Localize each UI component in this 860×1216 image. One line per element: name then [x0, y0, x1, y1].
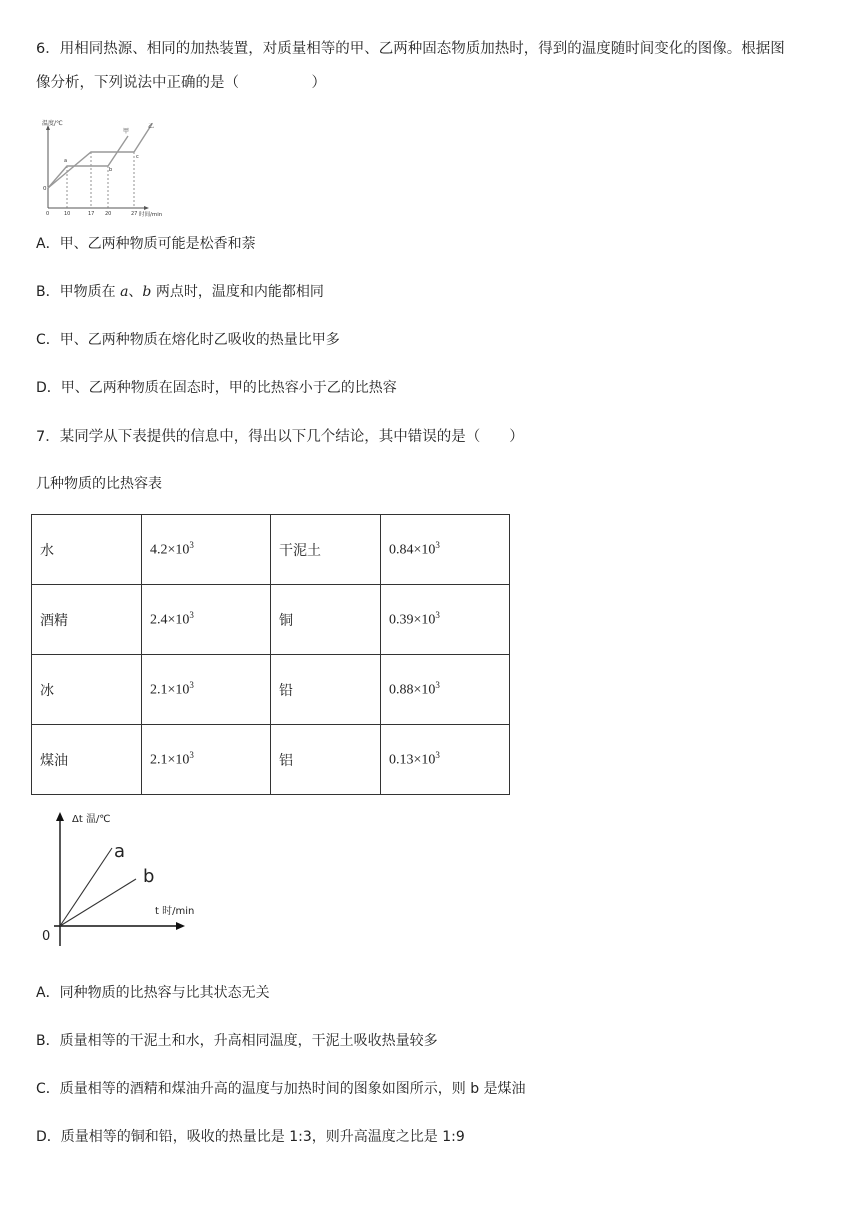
q6-point-a-label: a: [64, 158, 68, 164]
q6-option-b-mid: 、: [128, 284, 143, 300]
q6-xtick-10: 10: [64, 211, 71, 217]
q6-series-yi-label: 乙: [148, 123, 155, 130]
q6-stem-line2: 像分析，下列说法中正确的是（ ）: [36, 75, 326, 91]
specific-heat-table: [31, 514, 510, 795]
q7-option-b: B．质量相等的干泥土和水，升高相同温度，干泥土吸收热量较多: [36, 1033, 438, 1049]
q6-option-d: D．甲、乙两种物质在固态时，甲的比热容小于乙的比热容: [36, 380, 397, 396]
q6-option-b-post: 两点时，温度和内能都相同: [151, 284, 324, 300]
table-cell-substance: 冰: [32, 655, 142, 725]
q6-graph-ylabel: 温度/℃: [42, 120, 63, 127]
table-cell-value: $0.88\times 10^3$: [381, 655, 510, 725]
q6-option-c: C．甲、乙两种物质在熔化时乙吸收的热量比甲多: [36, 332, 340, 348]
q6-option-a: A．甲、乙两种物质可能是松香和萘: [36, 236, 256, 252]
q7-series-b-label: b: [143, 866, 155, 887]
q7-graph-xlabel: t 时/min: [155, 906, 195, 917]
q6-option-b-pre: B．甲物质在: [36, 284, 121, 300]
q6-series-jia-label: 甲: [123, 128, 130, 135]
q7-option-a: A．同种物质的比热容与比其状态无关: [36, 985, 270, 1001]
table-cell-value: $0.39\times 10^3$: [381, 585, 510, 655]
q7-series-a-label: a: [114, 841, 126, 862]
table-cell-value: $2.1\times 10^3$: [142, 725, 271, 795]
q6-point-c-label: c: [136, 154, 139, 160]
table-cell-substance: 水: [32, 515, 142, 585]
table-row: [32, 655, 510, 725]
q7-temperature-rise-graph: [36, 806, 196, 951]
q7-table-caption: 几种物质的比热容表: [36, 476, 162, 492]
table-cell-value: $2.4\times 10^3$: [142, 585, 271, 655]
table-cell-substance: 铜: [271, 585, 381, 655]
table-cell-substance: 铅: [271, 655, 381, 725]
q7-graph-ylabel: Δt 温/℃: [72, 814, 111, 825]
q6-xtick-27: 27: [131, 211, 138, 217]
q6-stem-line1: 6．用相同热源、相同的加热装置，对质量相等的甲、乙两种固态物质加热时，得到的温度随时间变化的图像。根据图: [36, 41, 785, 57]
table-row: [32, 515, 510, 585]
q6-series-jia-line: [48, 136, 128, 188]
q7-series-a-line: [60, 848, 112, 926]
q7-option-d: D．质量相等的铜和铅，吸收的热量比是 1:3，则升高温度之比是 1:9: [36, 1129, 465, 1145]
q6-xtick-20: 20: [105, 211, 112, 217]
table-cell-value: $2.1\times 10^3$: [142, 655, 271, 725]
q7-series-b-line: [60, 879, 136, 926]
table-cell-substance: 铝: [271, 725, 381, 795]
table-cell-substance: 酒精: [32, 585, 142, 655]
table-cell-value: $0.84\times 10^3$: [381, 515, 510, 585]
q6-temperature-time-graph: [36, 118, 166, 218]
q6-option-b-a: a: [120, 284, 129, 300]
table-row: [32, 725, 510, 795]
q6-point-b-label: b: [109, 167, 113, 173]
q6-graph-xlabel: 时间/min: [139, 212, 163, 218]
q7-stem: 7．某同学从下表提供的信息中，得出以下几个结论，其中错误的是（ ）: [36, 429, 524, 445]
q6-xtick-0: 0: [46, 211, 50, 217]
q6-option-b: [36, 281, 324, 301]
table-row: [32, 585, 510, 655]
table-cell-substance: 干泥土: [271, 515, 381, 585]
table-cell-value: $0.13\times 10^3$: [381, 725, 510, 795]
q7-origin-label: 0: [42, 929, 51, 944]
table-cell-substance: 煤油: [32, 725, 142, 795]
q7-option-c: C．质量相等的酒精和煤油升高的温度与加热时间的图象如图所示，则 b 是煤油: [36, 1081, 526, 1097]
q6-xtick-17: 17: [88, 211, 95, 217]
q6-option-b-b: b: [142, 284, 152, 300]
table-cell-value: $4.2\times 10^3$: [142, 515, 271, 585]
q6-origin-label: 0: [43, 186, 47, 192]
